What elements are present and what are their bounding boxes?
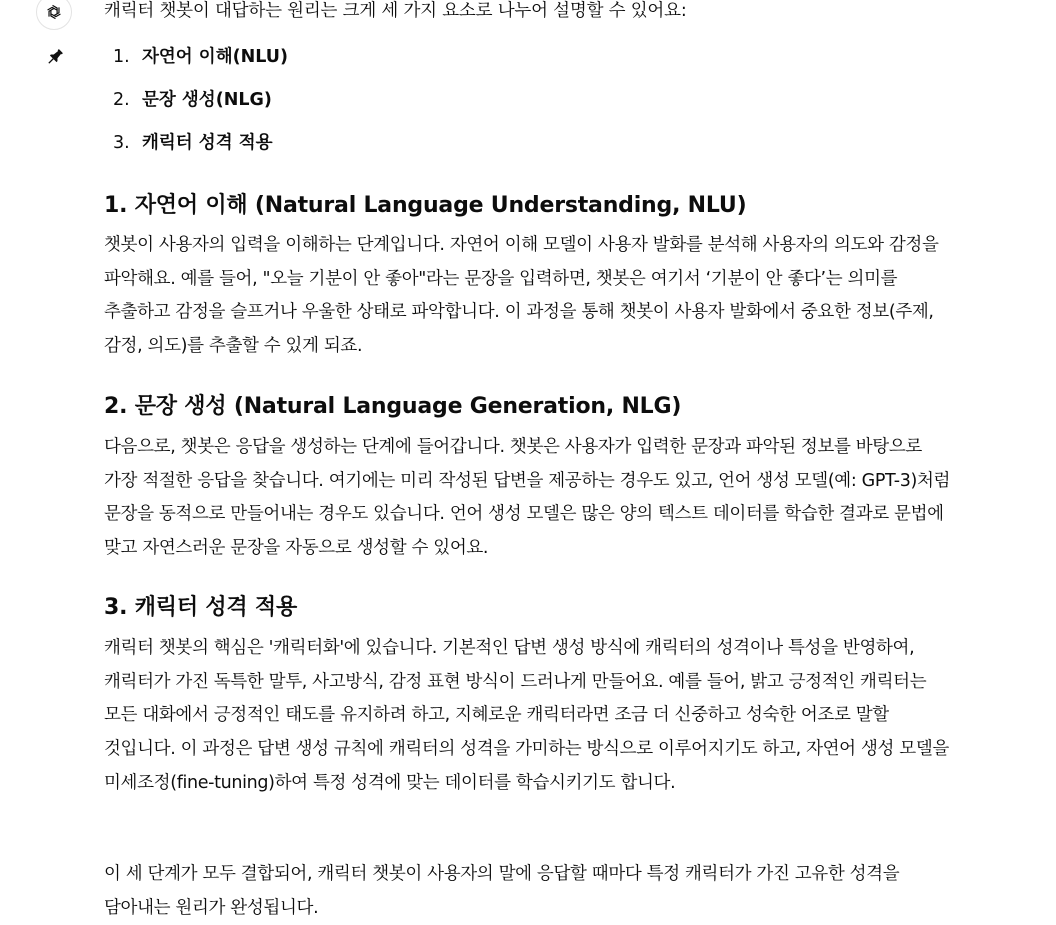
pin-button[interactable] [44, 46, 66, 68]
intro-text: 캐릭터 챗봇이 대답하는 원리는 크게 세 가지 요소로 나누어 설명할 수 있어요: [104, 1, 687, 21]
pin-icon [45, 47, 65, 67]
list-item: 2. 문장 생성(NLG) [113, 90, 272, 110]
list-item: 3. 캐릭터 성격 적용 [113, 133, 273, 153]
section-heading-character: 3. 캐릭터 성격 적용 [104, 595, 298, 620]
assistant-message [104, 0, 964, 918]
section-body-nlu: 챗봇이 사용자의 입력을 이해하는 단계입니다. 자연어 이해 모델이 사용자 발화를 분석해 사용자의 의도와 감정을 파악해요. 예를 들어, "오늘 기분이 안 좋아"라는 문장을 입력하면, 챗봇은 여기서 ‘기분이 안 좋다’는 의미를 추출하고 감정을 슬프거나 우울한 상태로 파악합니다. 이 과정을 통해 챗봇이 사용자 발화에서 중요한 정보(주제, 감정, 의도)를 추출할 수 있게 되죠. [104, 235, 939, 357]
section-body-character: 캐릭터 챗봇의 핵심은 '캐릭터화'에 있습니다. 기본적인 답변 생성 방식에 캐릭터의 성격이나 특성을 반영하여, 캐릭터가 가진 독특한 말투, 사고방식, 감정 표현 방식이 드러나게 만들어요. 예를 들어, 밝고 긍정적인 캐릭터는 모든 대화에서 긍정적인 태도를 유지하려 하고, 지혜로운 캐릭터라면 조금 더 신중하고 성숙한 어조로 말할 것입니다. 이 과정은 답변 생성 규칙에 캐릭터의 성격을 가미하는 방식으로 이루어지기도 하고, 자연어 생성 모델을 미세조정(fine-tuning)하여 특정 성격에 맞는 데이터를 학습시키기도 합니다. [104, 638, 949, 793]
list-item: 1. 자연어 이해(NLU) [113, 47, 288, 67]
openai-logo-icon [43, 1, 65, 23]
conclusion-text: 이 세 단계가 모두 결합되어, 캐릭터 챗봇이 사용자의 말에 응답할 때마다 특정 캐릭터가 가진 고유한 성격을 담아내는 원리가 완성됩니다. [104, 864, 900, 918]
section-body-nlg: 다음으로, 챗봇은 응답을 생성하는 단계에 들어갑니다. 챗봇은 사용자가 입력한 문장과 파악된 정보를 바탕으로 가장 적절한 응답을 찾습니다. 여기에는 미리 작성된 답변을 제공하는 경우도 있고, 언어 생성 모델(예: GPT-3)처럼 문장을 동적으로 만들어내는 경우도 있습니다. 언어 생성 모델은 많은 양의 텍스트 데이터를 학습한 결과로 문법에 맞고 자연스러운 문장을 자동으로 생성할 수 있어요. [104, 437, 951, 559]
section-heading-nlg: 2. 문장 생성 (Natural Language Generation, NLG) [104, 394, 682, 419]
assistant-avatar [36, 0, 72, 30]
section-heading-nlu: 1. 자연어 이해 (Natural Language Understanding, NLU) [104, 193, 747, 218]
